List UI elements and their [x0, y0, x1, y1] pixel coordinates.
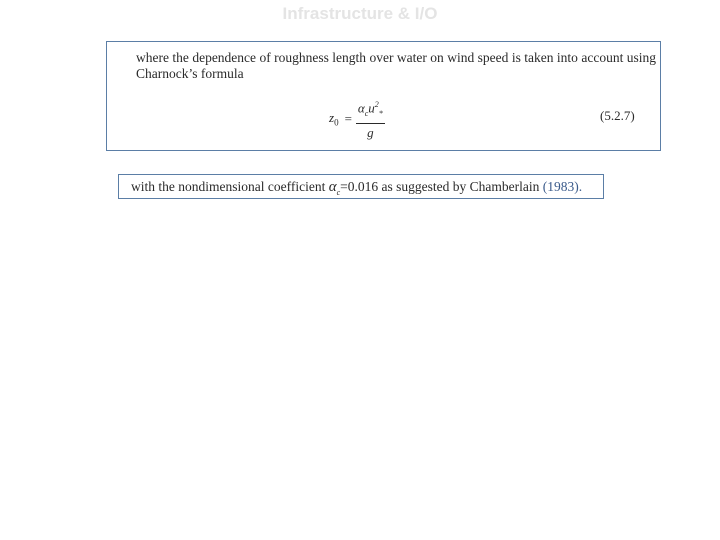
lhs-var: z — [329, 110, 335, 126]
citation-year: (1983). — [542, 179, 583, 194]
slide-title: Infrastructure & I/O — [282, 4, 438, 23]
alpha-symbol — [329, 179, 340, 195]
equals-sign: = — [344, 110, 352, 126]
u-sub: * — [378, 108, 383, 118]
paragraph-text: where the dependence of roughness length over water on wind speed is taken into account using Charnock’s formula — [136, 50, 656, 81]
alpha-sub: c — [336, 188, 341, 197]
lhs-sub: 0 — [334, 117, 339, 128]
alpha-symbol: α — [357, 100, 365, 116]
equation-lhs — [329, 110, 339, 128]
coefficient-text-before: with the nondimensional coefficient — [131, 179, 326, 194]
u-sup: 2 — [374, 100, 379, 109]
fraction — [356, 96, 385, 142]
coefficient-text-after: =0.016 as suggested by Chamberlain — [340, 179, 540, 194]
charnock-equation — [329, 96, 385, 142]
text-box-coefficient — [118, 174, 604, 199]
text-box-charnock — [106, 41, 661, 151]
fraction-denominator: g — [367, 124, 374, 140]
u-var: u — [368, 100, 375, 116]
equation-number: (5.2.7) — [600, 108, 635, 123]
fraction-numerator — [356, 96, 385, 124]
alpha-sub: c — [364, 108, 369, 118]
alpha-char: α — [328, 179, 337, 195]
